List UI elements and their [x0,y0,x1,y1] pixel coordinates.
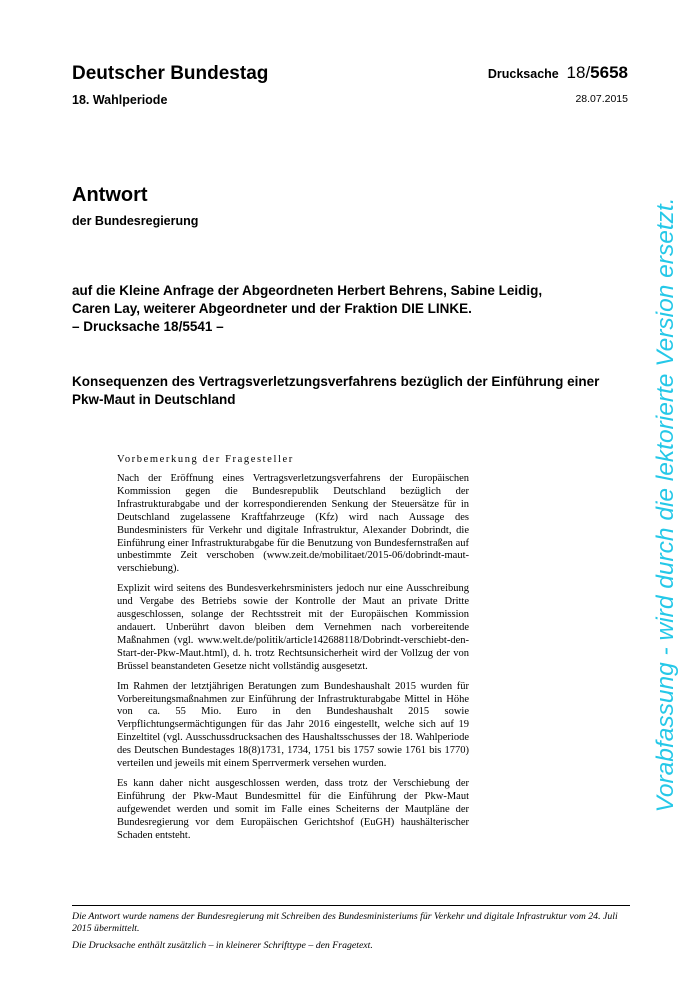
legislative-period: 18. Wahlperiode [72,93,168,107]
drucksache-suffix: 5658 [590,63,628,82]
draft-watermark: Vorabfassung - wird durch die lektorierte Version ersetzt. [652,197,679,813]
topic-heading: Konsequenzen des Vertragsverletzungsverfahrens bezüglich der Einführung einer Pkw-Maut in Deutschland [72,374,600,407]
document-date: 28.07.2015 [575,93,628,105]
footnote: Die Antwort wurde namens der Bundesregierung mit Schreiben des Bundesministeriums für Verkehr und digitale Infrastruktur vom 24. Juli 2015 übermittelt. [72,911,618,935]
footnotes [72,911,630,956]
footnote-divider [72,905,630,906]
document-subtitle: der Bundesregierung [72,214,199,228]
drucksache-prefix: 18/ [566,63,591,82]
paragraph: Nach der Eröffnung eines Vertragsverletzungsverfahrens der Europäischen Kommission gegen die Bundesrepublik Deutschland bezüglich der Infrastrukturabgabe und der korrespondierenden Senkung der Steuersätze für in Deutschland zugelassene Kraftfahrzeuge (Kfz) wird nach Aussage des Bundesministers für Verkehr und digitale Infrastruktur, Alexander Dobrindt, die Einführung einer Infrastrukturabgabe für die Benutzung von Bundesfernstraßen auf unbestimmte Zeit verschoben (www.zeit.de/mobilitaet/2015-06/dobrindt-maut-verschiebung). [117,473,469,575]
preliminary-remark-title: Vorbemerkung der Fragesteller [117,454,294,465]
paragraph: Im Rahmen der letztjährigen Beratungen zum Bundeshaushalt 2015 wurden für Vorbereitungsmaßnahmen zur Einführung der Infrastrukturabgabe Mittel in Höhe von ca. 55 Mio. Euro in den Bundeshaushalt 2015 sowie Verpflichtungsermächtigungen für das Jahr 2016 eingestellt, welche sich auf 19 Einzeltitel (vgl. Ausschussdrucksachen des Haushaltsschusses der 18. Wahlperiode des Deutschen Bundestages 18(8)1731, 1734, 1751 bis 1757 sowie 1761 bis 1770) verteilen und jeweils mit einem Sperrvermerk versehen wurden. [117,680,469,770]
header-right [488,63,628,105]
inquiry-line: Caren Lay, weiterer Abgeordneter und der Fraktion DIE LINKE. [72,301,472,316]
preliminary-remark-body [117,473,469,849]
institution-name: Deutscher Bundestag [72,63,269,84]
document-title: Antwort [72,184,148,206]
inquiry-line: auf die Kleine Anfrage der Abgeordneten Herbert Behrens, Sabine Leidig, [72,283,543,298]
footnote: Die Drucksache enthält zusätzlich – in kleinerer Schrifttype – den Fragetext. [72,939,373,951]
drucksache-number-line [488,63,628,83]
header-left [72,63,268,107]
drucksache-number [567,63,628,82]
paragraph: Explizit wird seitens des Bundesverkehrsministers jedoch nur eine Ausschreibung und Vergabe des Betriebs sowie der Kontrolle der Maut an private Dritte ausgeschlossen, solange der Rechtsstreit mit der Europäischen Kommission andauert. Unberührt davon bleiben dem Vernehmen nach vorbereitende Maßnahmen (vgl. www.welt.de/politik/article142688118/Dobrindt-verschiebt-den-Start-der-Pkw-Maut.html), d. h. trotz Rechtsunsicherheit wird der Vollzug der von Brüssel beanstandeten Gesetze nicht vollständig ausgesetzt. [117,583,469,672]
inquiry-line: – Drucksache 18/5541 – [72,319,224,334]
inquiry-block [72,282,612,336]
drucksache-label: Drucksache [487,67,559,81]
paragraph: Es kann daher nicht ausgeschlossen werden, dass trotz der Verschiebung der Einführung der Pkw-Maut Bundesmittel für die Einführung der Pkw-Maut aufgewendet werden und somit im Falle eines Scheiterns der Mautpläne der Bundesregierung vor dem Europäischen Gerichtshof (EuGH) haushälterischer Schaden entsteht. [117,777,469,841]
